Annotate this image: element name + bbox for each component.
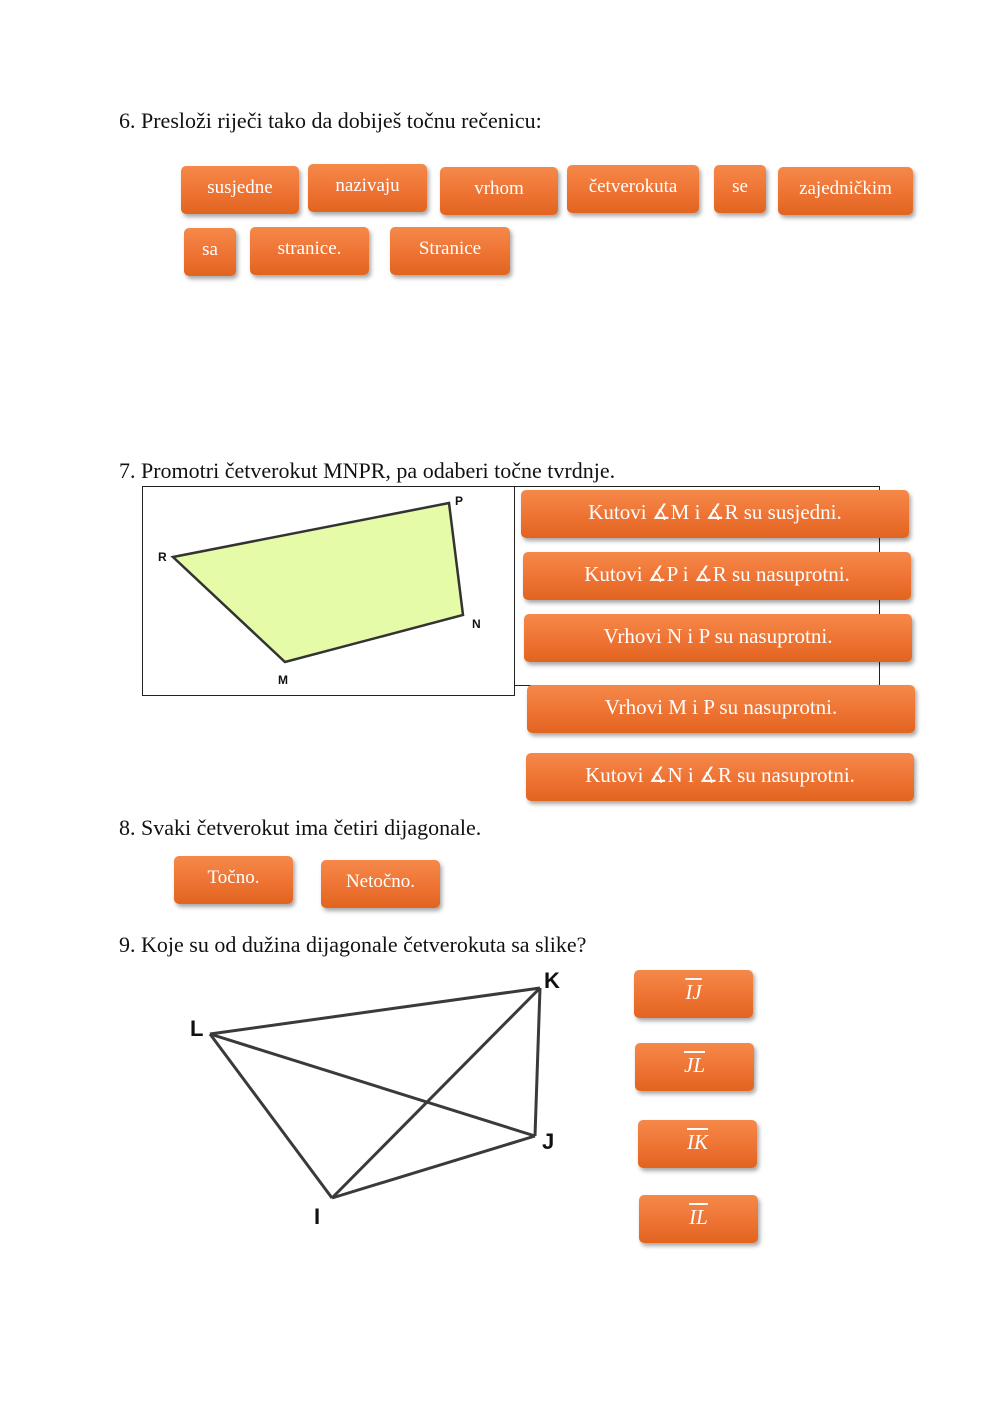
segment-label: $\overline{IL}$ [689,1205,708,1229]
word-tile[interactable]: Stranice [390,227,510,275]
vertex-label-l: L [190,1016,204,1041]
q7-option-5[interactable]: Kutovi ∡N i ∡R su nasuprotni. [526,753,914,801]
segment-option-jl[interactable] [635,1043,754,1091]
quadrilateral-mnpr-figure [143,487,514,695]
q8-title: 8. Svaki četverokut ima četiri dijagonale. [119,815,482,840]
word-tile[interactable]: susjedne [181,166,299,214]
segment-label: $\overline{IK}$ [687,1130,708,1154]
word-tile[interactable]: nazivaju [308,164,427,212]
segment-label: $\overline{IJ}$ [685,980,702,1004]
q7-option-4[interactable]: Vrhovi M i P su nasuprotni. [527,685,915,733]
quadrilateral-mnpr [173,503,463,662]
q7-option-3[interactable]: Vrhovi N i P su nasuprotni. [524,614,912,662]
segment-option-ik[interactable] [638,1120,757,1168]
q9-title: 9. Koje su od dužina dijagonale četverokuta sa slike? [119,932,587,957]
vertex-label-r: R [158,550,167,564]
vertex-label-p: P [455,494,464,508]
quadrilateral-klji-figure [180,966,580,1226]
q6-title: 6. Presloži riječi tako da dobiješ točnu rečenicu: [119,108,542,133]
q7-figure-frame [142,486,515,696]
word-tile[interactable]: se [714,165,766,213]
word-tile[interactable]: četverokuta [567,165,699,213]
vertex-label-m: M [278,673,288,687]
word-tile[interactable]: stranice. [250,227,369,275]
word-tile[interactable]: zajedničkim [778,167,913,215]
q7-option-1[interactable]: Kutovi ∡M i ∡R su susjedni. [521,490,909,538]
vertex-label-j: J [542,1129,555,1154]
segment-option-ij[interactable] [634,970,753,1018]
q7-title: 7. Promotri četverokut MNPR, pa odaberi točne tvrdnje. [119,458,616,483]
segment-label: $\overline{JL}$ [684,1053,705,1077]
false-button[interactable]: Netočno. [321,860,440,908]
vertex-label-i: I [314,1204,321,1226]
word-tile[interactable]: sa [184,228,236,276]
q7-option-2[interactable]: Kutovi ∡P i ∡R su nasuprotni. [523,552,911,600]
vertex-label-k: K [544,968,560,993]
segment-option-il[interactable] [639,1195,758,1243]
true-button[interactable]: Točno. [174,856,293,904]
vertex-label-n: N [472,617,481,631]
word-tile[interactable]: vrhom [440,167,558,215]
